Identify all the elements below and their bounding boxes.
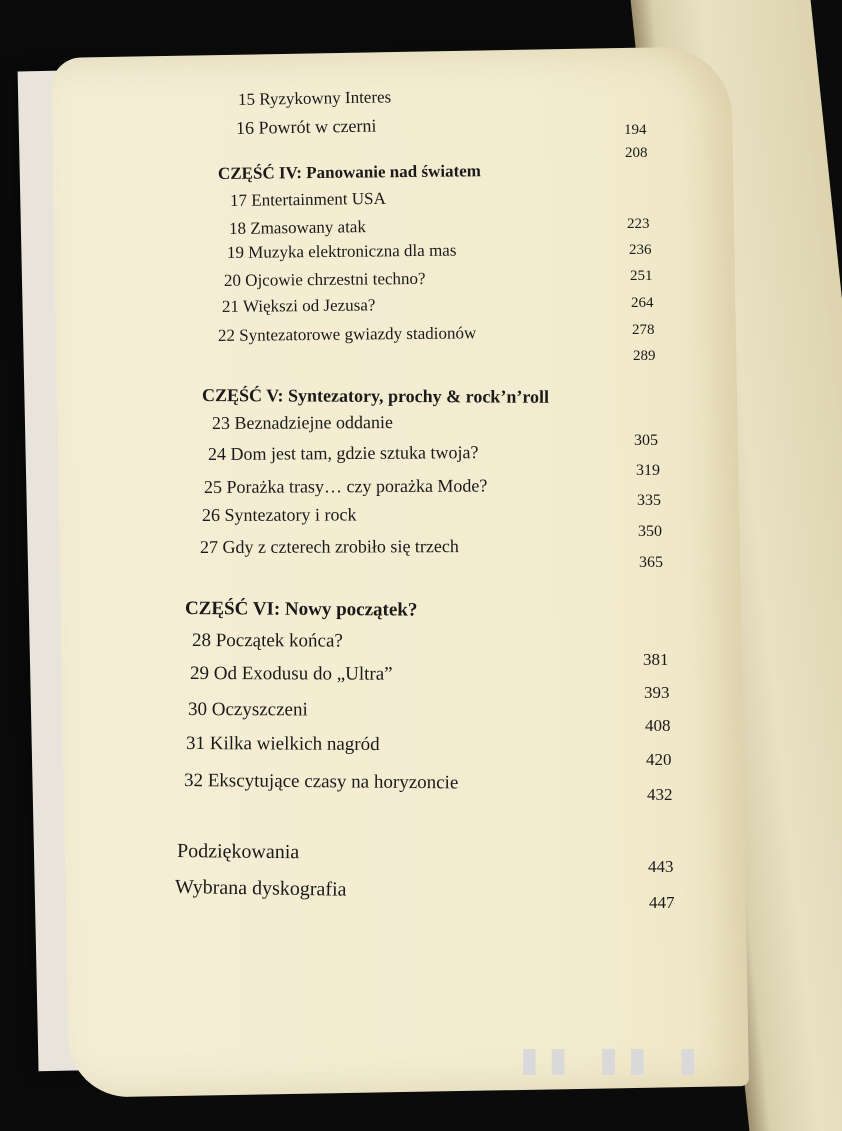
toc-discography: Wybrana dyskografia	[174, 876, 347, 901]
page-number: 289	[633, 348, 656, 364]
page-number: 432	[647, 785, 673, 804]
toc-entry-31: 31 Kilka wielkich nagród	[185, 733, 380, 756]
page-number: 251	[630, 268, 653, 284]
toc-entry-30: 30 Oczyszczeni	[187, 699, 308, 721]
part-heading-iv: CZĘŚĆ IV: Panowanie nad światem	[217, 161, 482, 183]
page-number: 447	[649, 893, 675, 912]
part-heading-v: CZĘŚĆ V: Syntezatory, prochy & rock’n’roll	[201, 385, 550, 407]
toc-entry-32: 32 Ekscytujące czasy na horyzoncie	[183, 770, 459, 794]
toc-entry-19: 19 Muzyka elektroniczna dla mas	[226, 240, 457, 262]
toc-entry-18: 18 Zmasowany atak	[228, 217, 367, 238]
toc-entry-17: 17 Entertainment USA	[229, 188, 386, 210]
toc-entry-20: 20 Ojcowie chrzestni techno?	[223, 268, 426, 290]
page-number: 264	[631, 295, 654, 311]
page-number: 381	[643, 650, 669, 669]
page-number: 408	[645, 716, 671, 735]
toc-entry-21: 21 Większi od Jezusa?	[221, 295, 376, 316]
toc-acknowledgements: Podziękowania	[176, 840, 300, 864]
page-number: 350	[638, 523, 662, 540]
toc-entry-15: 15 Ryzykowny Interes	[237, 87, 392, 109]
page-number: 223	[627, 216, 650, 232]
toc-entry-29: 29 Od Exodusu do „Ultra”	[189, 663, 393, 685]
toc-entry-22: 22 Syntezatorowe gwiazdy stadionów	[217, 323, 477, 345]
toc-entry-24: 24 Dom jest tam, gdzie sztuka twoja?	[207, 442, 479, 464]
page-number: 443	[648, 857, 674, 876]
page-number: 420	[646, 750, 672, 769]
page-number: 365	[639, 554, 663, 571]
toc-entry-25: 25 Porażka trasy… czy porażka Mode?	[203, 475, 488, 497]
toc-entry-23: 23 Beznadziejne oddanie	[211, 412, 393, 433]
background-print: ▮▮ ▮▮ ▮	[520, 1040, 708, 1080]
page-number: 208	[625, 145, 648, 161]
page-number: 305	[634, 432, 658, 449]
page-number: 236	[629, 242, 652, 258]
part-heading-vi: CZĘŚĆ VI: Nowy początek?	[184, 598, 418, 621]
page-number: 335	[637, 492, 661, 509]
toc-entry-16: 16 Powrót w czerni	[235, 115, 377, 138]
page-number: 194	[624, 122, 647, 138]
toc-entry-27: 27 Gdy z czterech zrobiło się trzech	[199, 536, 459, 557]
page-number: 319	[636, 462, 660, 479]
toc-entry-26: 26 Syntezatory i rock	[201, 504, 357, 525]
page-number: 393	[644, 683, 670, 702]
toc-entry-28: 28 Początek końca?	[191, 630, 343, 652]
page-number: 278	[632, 322, 655, 338]
